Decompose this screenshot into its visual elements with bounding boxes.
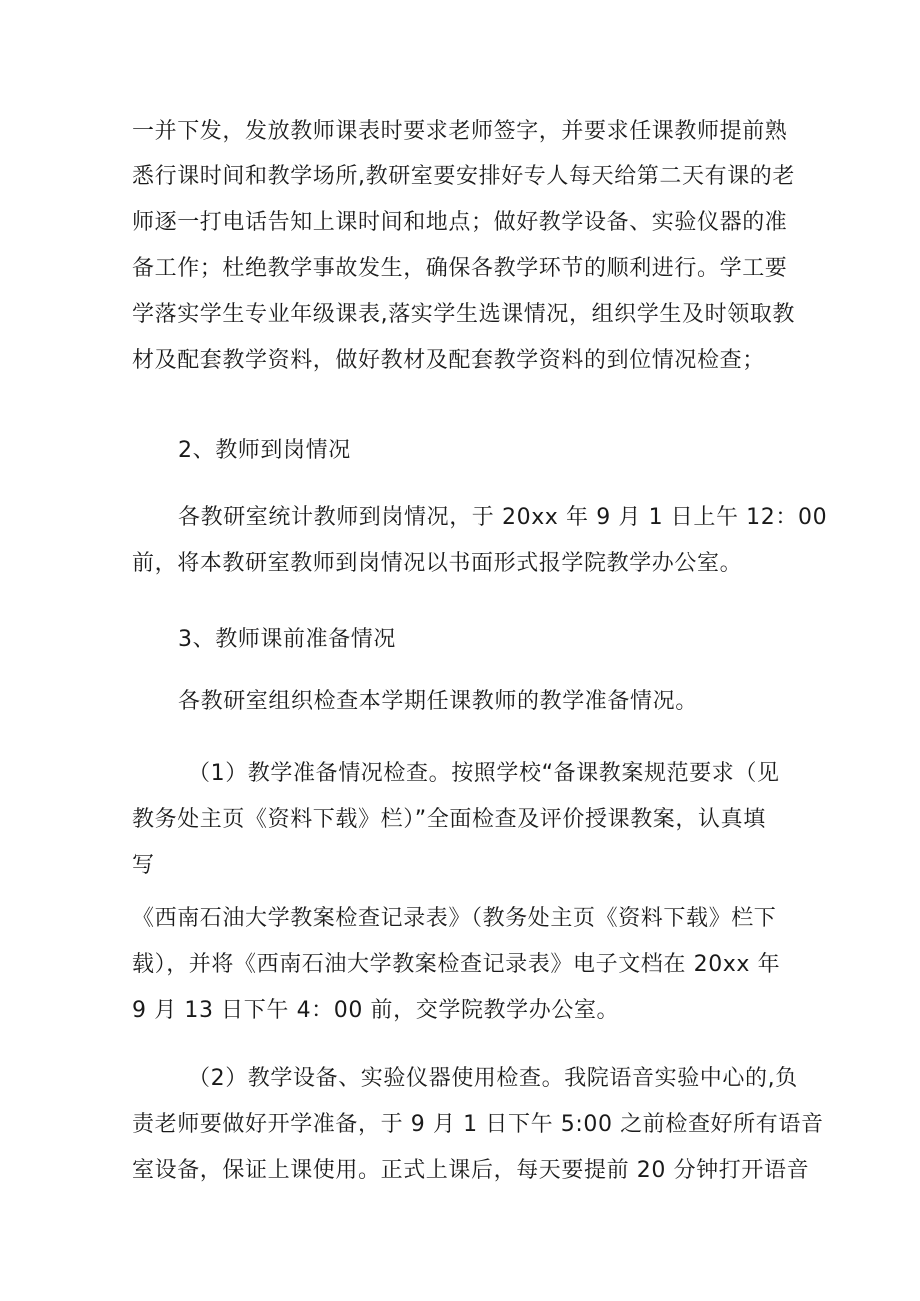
text-line: 各教研室统计教师到岗情况，于 20xx 年 9 月 1 日上午 12：00 <box>178 505 828 530</box>
text-line: 《西南石油大学教案检查记录表》（教务处主页《资料下载》栏下 <box>132 906 777 931</box>
section-heading: 3、教师课前准备情况 <box>178 627 396 652</box>
text-line: 前，将本教研室教师到岗情况以书面形式报学院教学办公室。 <box>132 551 743 576</box>
text-line: 悉行课时间和教学场所,教研室要安排好专人每天给第二天有课的老 <box>132 164 795 189</box>
text-line: 载），并将《西南石油大学教案检查记录表》电子文档在 20xx 年 <box>132 952 781 977</box>
text-line: 责老师要做好开学准备，于 9 月 1 日下午 5:00 之前检查好所有语音 <box>132 1112 824 1137</box>
text-line: 室设备，保证上课使用。正式上课后，每天要提前 20 分钟打开语音 <box>132 1158 810 1183</box>
text-line: 教务处主页《资料下载》栏）”全面检查及评价授课教案，认真填 <box>132 807 766 832</box>
text-line: 9 月 13 日下午 4：00 前，交学院教学办公室。 <box>132 998 620 1023</box>
text-line: 学落实学生专业年级课表,落实学生选课情况，组织学生及时领取教 <box>132 302 795 327</box>
text-line: 各教研室组织检查本学期任课教师的教学准备情况。 <box>178 689 698 714</box>
text-line: 一并下发，发放教师课表时要求老师签字，并要求任课教师提前熟 <box>132 119 788 144</box>
text-line: 备工作；杜绝教学事故发生，确保各教学环节的顺利进行。学工要 <box>132 256 788 281</box>
text-line: 师逐一打电话告知上课时间和地点；做好教学设备、实验仪器的准 <box>132 210 788 235</box>
text-line: （1）教学准备情况检查。按照学校“备课教案规范要求（见 <box>188 761 780 786</box>
section-heading: 2、教师到岗情况 <box>178 438 351 463</box>
text-line: （2）教学设备、实验仪器使用检查。我院语音实验中心的,负 <box>188 1066 798 1091</box>
text-line: 材及配套教学资料，做好教材及配套教学资料的到位情况检查； <box>132 348 765 373</box>
text-line: 写 <box>132 853 155 878</box>
